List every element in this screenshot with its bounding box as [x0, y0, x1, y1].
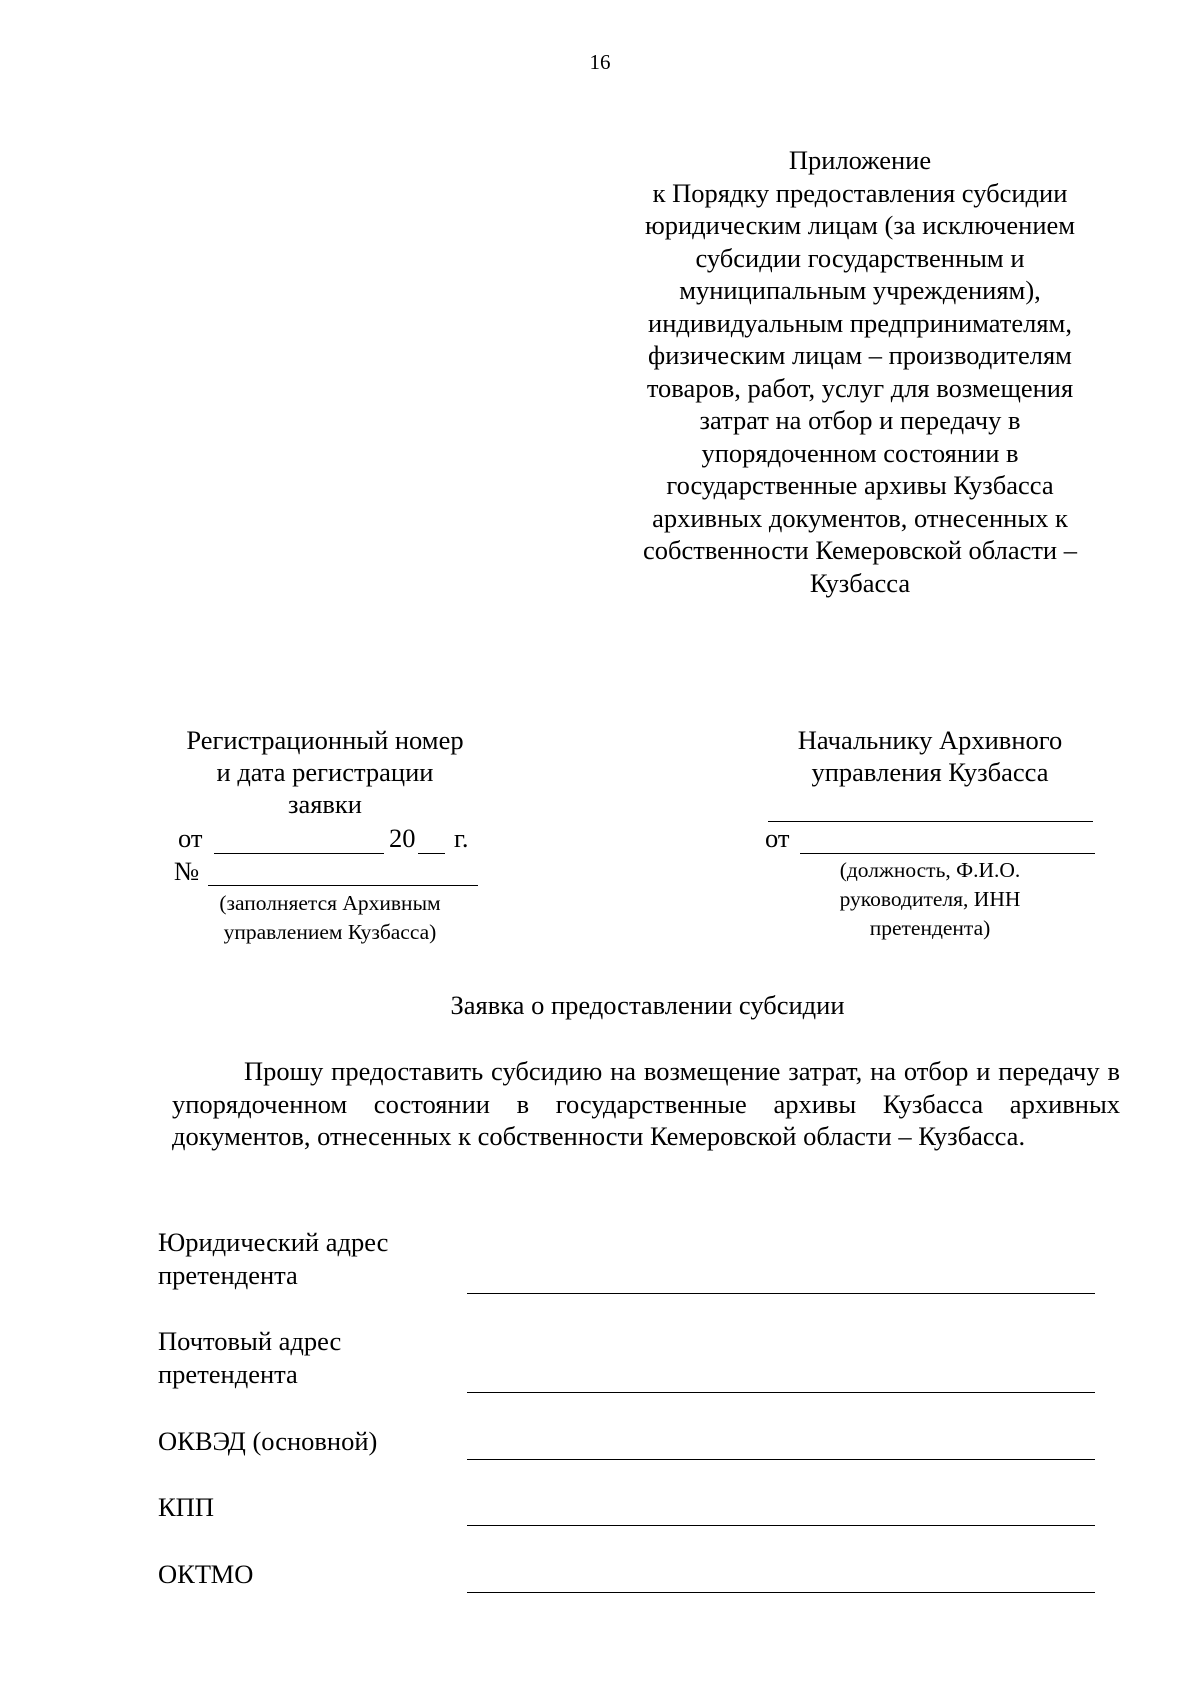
field-label-line: ОКТМО — [158, 1559, 254, 1589]
field-label — [158, 1325, 341, 1391]
appendix-line: государственные архивы Кузбасса — [666, 470, 1054, 500]
registration-year-field[interactable] — [418, 853, 445, 854]
field-label — [158, 1558, 253, 1591]
application-title: Заявка о предоставлении субсидии — [450, 990, 845, 1020]
recipient-heading-line: управления Кузбасса — [811, 757, 1049, 787]
registration-heading-line: и дата регистрации — [216, 757, 434, 787]
appendix-line: упорядоченном состоянии в — [701, 437, 1019, 468]
field-label-line: претендента — [158, 1260, 298, 1290]
appendix-line: архивных документов, отнесенных к — [652, 502, 1068, 533]
field-label-line: претендента — [158, 1359, 298, 1389]
appendix-line: муниципальным учреждениям), — [679, 275, 1041, 305]
recipient-from-field[interactable] — [800, 853, 1095, 854]
appendix-line: к Порядку предоставления субсидии — [652, 177, 1068, 208]
field-label-line: Почтовый адрес — [158, 1326, 342, 1356]
field-label — [158, 1425, 377, 1458]
appendix-line: юридическим лицам (за исключением — [644, 210, 1076, 240]
postal-address-input[interactable] — [467, 1392, 1095, 1393]
registration-note — [175, 889, 485, 947]
registration-heading-line: Регистрационный номер — [186, 725, 464, 755]
recipient-note-line: (должность, Ф.И.О. — [839, 858, 1021, 882]
field-label — [158, 1491, 214, 1524]
registration-year-label: 20 — [389, 823, 416, 853]
registration-number-field[interactable] — [208, 885, 478, 886]
recipient-from-label: от — [765, 823, 790, 853]
registration-heading — [160, 724, 490, 820]
recipient-name-field[interactable] — [768, 821, 1093, 822]
field-label — [158, 1226, 388, 1292]
registration-note-line: управлением Кузбасса) — [223, 920, 437, 944]
appendix-line: товаров, работ, услуг для возмещения — [646, 372, 1074, 403]
registration-number-label: № — [174, 856, 200, 886]
recipient-heading-line: Начальнику Архивного — [797, 725, 1063, 755]
legal-address-input[interactable] — [467, 1293, 1095, 1294]
appendix-line: затрат на отбор и передачу в — [699, 405, 1021, 435]
registration-note-line: (заполняется Архивным — [219, 891, 441, 915]
appendix-line: физическим лицам – производителям — [648, 340, 1072, 370]
registration-date-field[interactable] — [214, 853, 384, 854]
appendix-header — [630, 144, 1090, 599]
registration-year-suffix: г. — [454, 823, 469, 853]
field-label-line: Юридический адрес — [158, 1227, 389, 1257]
appendix-line: Кузбасса — [809, 567, 911, 598]
appendix-line: Приложение — [788, 145, 932, 175]
registration-from-label: от — [178, 823, 203, 853]
recipient-note-line: претендента) — [869, 916, 991, 940]
application-body: Прошу предоставить субсидию на возмещение затрат, на отбор и передачу в упорядоченном состоянии в государственные архивы Кузбасса архивных документов, отнесенных к собственности Кемеровской области – Кузбасса. — [172, 1056, 1120, 1151]
appendix-line: индивидуальным предпринимателям, — [648, 307, 1072, 338]
registration-heading-line: заявки — [288, 789, 362, 819]
recipient-heading — [765, 724, 1095, 788]
recipient-note-line: руководителя, ИНН — [839, 887, 1021, 911]
page-number: 16 — [589, 50, 611, 74]
field-label-line: КПП — [158, 1492, 214, 1522]
recipient-note — [765, 856, 1095, 943]
oktmo-input[interactable] — [467, 1592, 1095, 1593]
appendix-line: собственности Кемеровской области – — [642, 535, 1077, 565]
kpp-input[interactable] — [467, 1525, 1095, 1526]
okved-input[interactable] — [467, 1459, 1095, 1460]
field-label-line: ОКВЭД (основной) — [158, 1426, 378, 1456]
appendix-line: субсидии государственным и — [695, 242, 1025, 273]
